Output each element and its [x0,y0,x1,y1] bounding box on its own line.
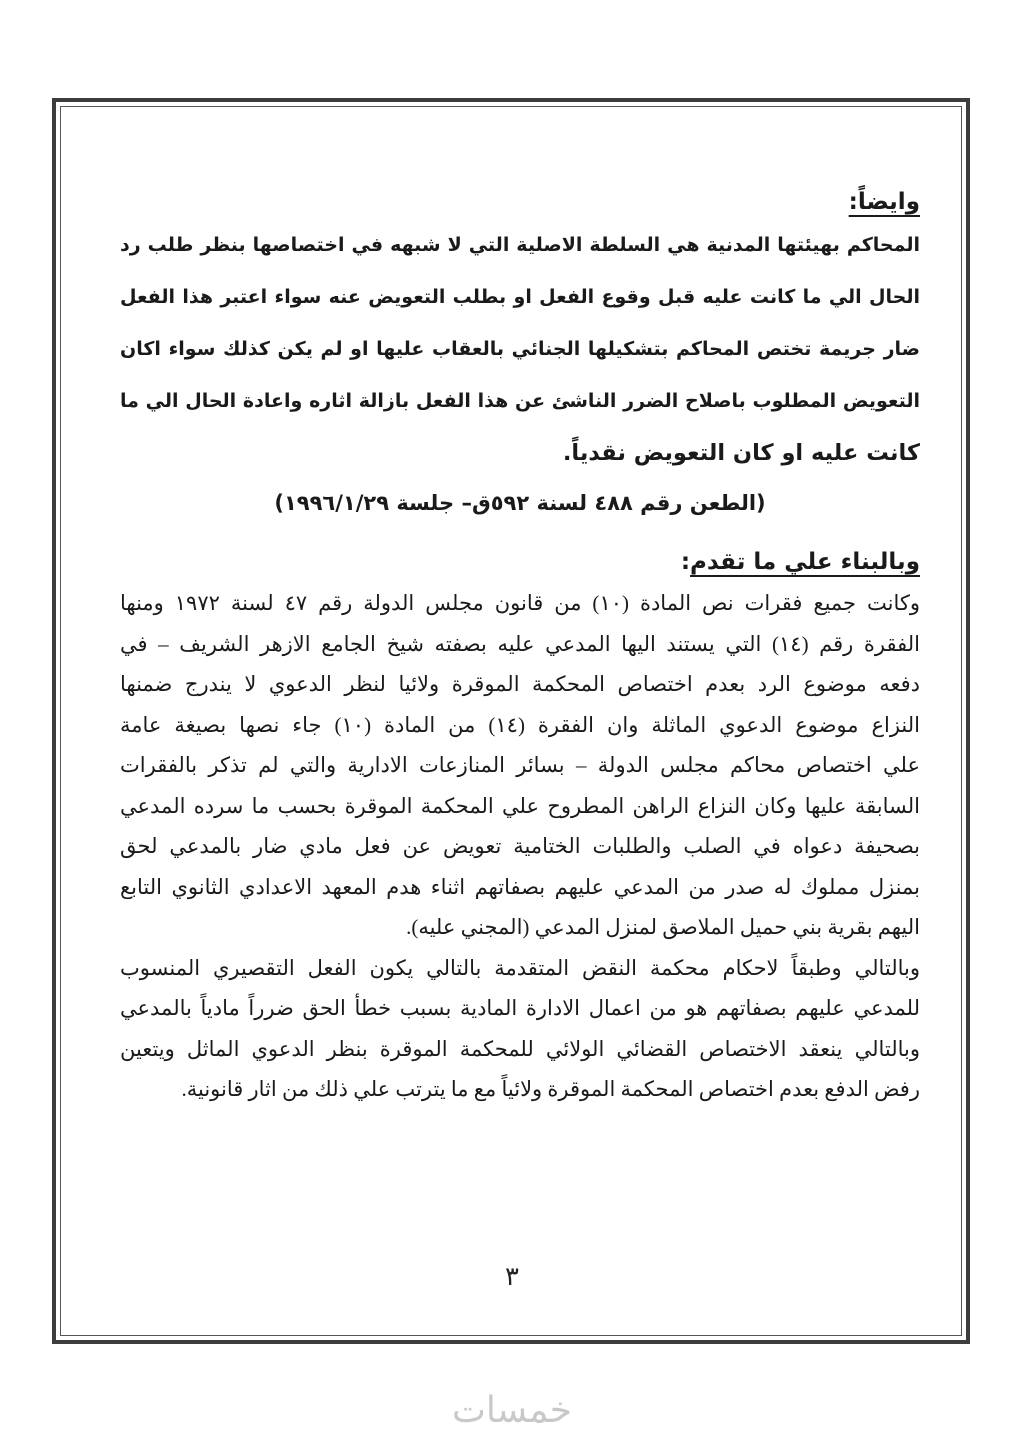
text-line: التعويض المطلوب باصلاح الضرر الناشئ عن هذا الفعل بازالة اثاره واعادة الحال الي ما [120,390,920,412]
heading-based-on-text: وبالبناء علي ما تقدم [690,549,920,575]
text-line: علي اختصاص محاكم مجلس الدولة – بسائر المنازعات الادارية والتي لم تذكر بالفقرات [120,753,920,777]
watermark-logo: خمسات [451,1390,573,1431]
paragraph-conclusion [120,948,920,1110]
text-line: النزاع موضوع الدعوي الماثلة وان الفقرة (١٤) من المادة (١٠) جاء نصها بصيغة عامة [120,712,920,737]
text-line: بمنزل مملوك له صدر من المدعي عليهم بصفاتهم اثناء هدم المعهد الاعدادي الثانوي التابع [120,874,920,899]
text-line: وكانت جميع فقرات نص المادة (١٠) من قانون مجلس الدولة رقم ٤٧ لسنة ١٩٧٢ ومنها [120,591,920,615]
heading-based-on [120,545,920,579]
page-number: ٣ [505,1262,519,1291]
heading-also-text: وايضاً: [848,189,920,215]
text-line: السابقة عليها وكان النزاع الراهن المطروح علي المحكمة الموقرة بحسب ما سرده المدعي [120,793,920,818]
heading-colon: : [680,549,691,575]
text-line: كانت عليه او كان التعويض نقدياً. [562,440,920,466]
case-citation: (الطعن رقم ٤٨٨ لسنة ٥٩٢ق– جلسة ١٩٩٦/١/٢٩) [274,491,766,515]
text-line: للمدعي عليهم بصفاتهم هو من اعمال الادارة المادية بسبب خطأ الحق ضرراً مادياً بالمدعي [120,996,920,1020]
text-line: وبالتالي ينعقد الاختصاص القضائي الولائي للمحكمة الموقرة بنظر الدعوي الماثل ويتعين [120,1036,920,1061]
text-line: المحاكم بهيئتها المدنية هي السلطة الاصلية التي لا شبهه في اختصاصها بنظر طلب رد [120,234,920,256]
text-line: دفعه موضوع الرد بعدم اختصاص المحكمة الموقرة ولائيا لنظر الدعوي لا يندرج ضمنها [120,672,920,696]
paragraph-article-10 [120,583,920,948]
paragraph-court-jurisdiction [120,219,920,479]
text-line: اليهم بقرية بني حميل الملاصق لمنزل المدعي (المجني عليه). [406,915,920,939]
text-line: الحال الي ما كانت عليه قبل وقوع الفعل او بطلب التعويض عنه سواء اعتبر هذا الفعل [120,286,920,308]
document-body [120,185,920,1110]
text-line: بصحيفة دعواه في الصلب والطلبات الختامية تعويض عن فعل مادي ضار بالمدعي لحق [120,834,920,858]
text-line: ضار جريمة تختص المحاكم بتشكيلها الجنائي بالعقاب عليها او لم يكن كذلك سواء اكان [120,338,920,360]
heading-also [120,185,920,219]
text-line: وبالتالي وطبقاً لاحكام محكمة النقض المتقدمة بالتالي يكون الفعل التقصيري المنسوب [120,955,920,980]
text-line: الفقرة رقم (١٤) التي يستند اليها المدعي عليه بصفته شيخ الجامع الازهر الشريف – في [120,631,921,656]
text-line: رفض الدفع بعدم اختصاص المحكمة الموقرة ولائياً مع ما يترتب علي ذلك من اثار قانونية. [181,1077,920,1101]
